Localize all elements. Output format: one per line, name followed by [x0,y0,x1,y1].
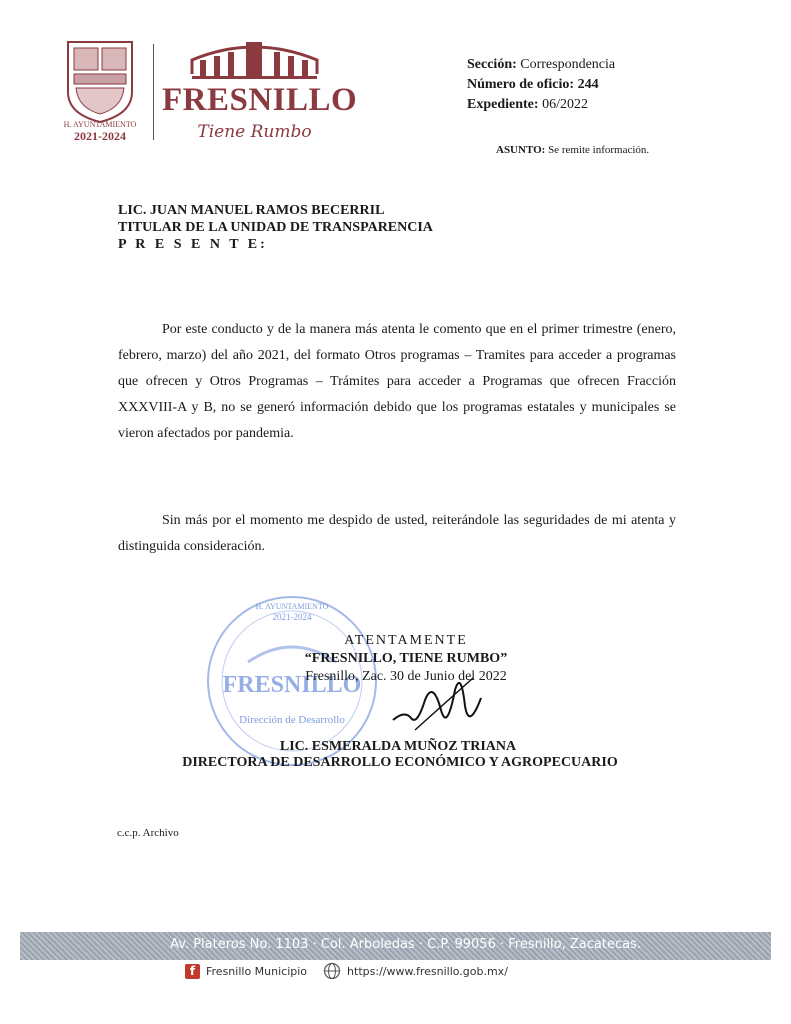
body-paragraph-1: Por este conducto y de la manera más atenta le comento que en el primer trimestre (enero, febrero, marzo) del año 2021, del formato Otros programas – Tramites para acceder a programas que ofrecen y Otros Programas – Trámites para acceder a Programas que ofrecen Fracción XXXVIII-A y B, no se generó información debido que los programas estatales y municipales se vieron afectados por pandemia. [118,322,676,441]
coat-of-arms-logo [62,36,138,144]
stamp-bottom: Dirección de Desarrollo [239,714,345,726]
addressee-name: LIC. JUAN MANUEL RAMOS BECERRIL [118,203,385,218]
place-date: Fresnillo, Zac. 30 de Junio del 2022 [305,669,507,684]
section-value: Correspondencia [520,57,616,72]
addressee-block [118,202,433,253]
logo-wordmark: FRESNILLO [162,82,358,118]
council-label: H. AYUNTAMIENTO [63,120,137,129]
section-line: Sección: Correspondencia [467,57,616,72]
subject-value: Se remite información. [548,144,650,156]
closing-sincerely: ATENTAMENTE [344,633,468,648]
globe-icon [323,962,341,980]
stamp-name: FRESNILLO [222,672,362,698]
fresnillo-logo [162,30,358,148]
body-paragraph-2: Sin más por el momento me despido de usted, reiterándole las seguridades de mi atenta y distinguida consideración. [118,513,676,554]
greeting: P R E S E N T E: [118,237,268,252]
signer-name: LIC. ESMERALDA MUÑOZ TRIANA [279,739,517,754]
stamp-top: H. AYUNTAMIENTO [255,602,329,611]
footer-social [185,962,508,980]
footer-address-band [20,932,771,960]
file-line: Expediente: 06/2022 [467,97,588,112]
subject-line: ASUNTO: Se remite información. [496,144,650,156]
facebook-link[interactable]: Fresnillo Municipio [206,964,308,978]
stamp-years: 2021-2024 [272,612,312,622]
facebook-icon: f [185,964,200,979]
council-years: 2021-2024 [74,129,126,143]
signer-role: DIRECTORA DE DESARROLLO ECONÓMICO Y AGROPECUARIO [182,755,618,770]
footer-address: Av. Plateros No. 1103 · Col. Arboledas · C.P. 99056 · Fresnillo, Zacatecas. [170,937,641,952]
file-value: 06/2022 [542,97,588,112]
closing-motto: “FRESNILLO, TIENE RUMBO” [304,651,508,666]
addressee-title: TITULAR DE LA UNIDAD DE TRANSPARENCIA [118,220,433,235]
logo-tagline: Tiene Rumbo [197,122,312,142]
website-link[interactable]: https://www.fresnillo.gob.mx/ [347,964,508,978]
office-number-line: Número de oficio: 244 [467,77,599,92]
header-divider [153,44,154,140]
office-number-value: 244 [577,77,599,92]
document-metadata [467,55,615,115]
carbon-copy: c.c.p. Archivo [117,827,179,839]
